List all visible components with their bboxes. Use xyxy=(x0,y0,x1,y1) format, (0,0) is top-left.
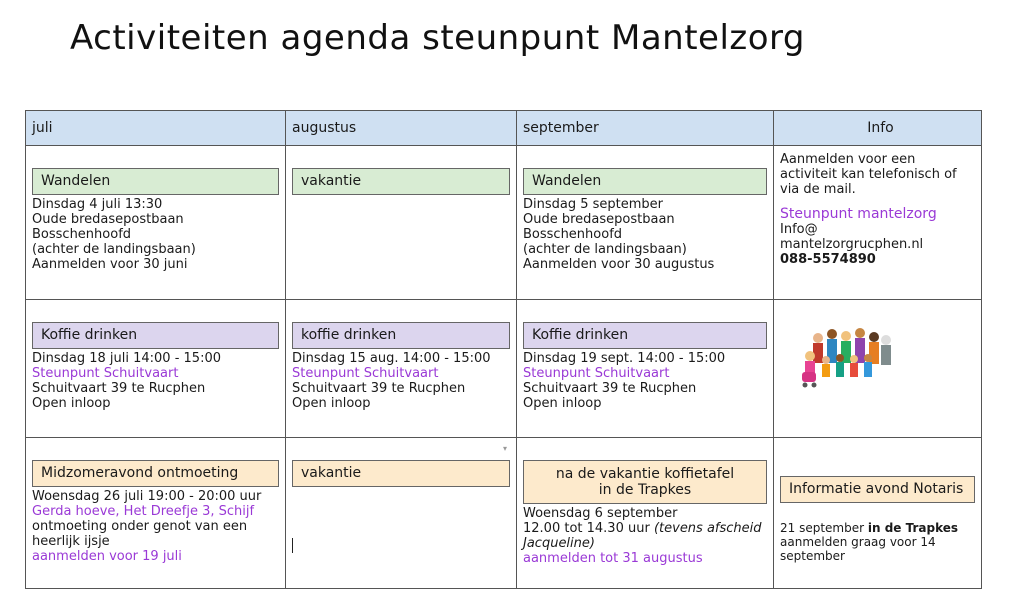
address-line: Schuitvaart 39 te Rucphen xyxy=(292,381,466,396)
activity-box-line: na de vakantie koffietafel xyxy=(555,466,735,482)
date-line: Dinsdag 18 juli 14:00 - 15:00 xyxy=(32,351,222,366)
activity-box: Wandelen xyxy=(523,168,767,195)
cell-info-illustration xyxy=(774,300,982,438)
header-augustus: augustus xyxy=(286,111,517,146)
activity-box: Koffie drinken xyxy=(523,322,767,349)
cell-juli-koffie[interactable] xyxy=(26,300,286,438)
activity-box: Wandelen xyxy=(32,168,279,195)
location-line: Steunpunt Schuitvaart xyxy=(523,366,670,381)
activity-box xyxy=(523,460,767,504)
signup-line: aanmelden voor 19 juli xyxy=(32,549,182,564)
activity-box: Informatie avond Notaris xyxy=(780,476,975,503)
activity-box: vakantie xyxy=(292,460,510,487)
header-september: september xyxy=(517,111,774,146)
activity-box: vakantie xyxy=(292,168,510,195)
cell-info-contact[interactable] xyxy=(774,146,982,300)
info-phone: 088-5574890 xyxy=(780,252,876,267)
text-line: (achter de landingsbaan) xyxy=(523,242,687,257)
text-line: Oude bredasepostbaan xyxy=(523,212,675,227)
location-line: Steunpunt Schuitvaart xyxy=(292,366,439,381)
signup-line: aanmelden tot 31 augustus xyxy=(523,551,703,566)
signup-line: aanmelden graag voor 14 september xyxy=(780,535,936,563)
activity-box-line: in de Trapkes xyxy=(598,482,692,498)
text-line: (achter de landingsbaan) xyxy=(32,242,196,257)
event-date: 21 september xyxy=(780,521,868,535)
text-line: Aanmelden voor 30 augustus xyxy=(523,257,715,272)
location-line: Steunpunt Schuitvaart xyxy=(32,366,179,381)
cell-september-koffie[interactable] xyxy=(517,300,774,438)
event-location: in de Trapkes xyxy=(867,521,959,535)
text-line: Oude bredasepostbaan xyxy=(32,212,184,227)
activity-box: Koffie drinken xyxy=(32,322,279,349)
note-line: Open inloop xyxy=(292,396,371,411)
cell-augustus-vakantie-2[interactable] xyxy=(286,438,517,589)
dropdown-marker-icon[interactable]: ▾ xyxy=(503,444,508,453)
people-group-illustration xyxy=(774,300,982,433)
address-line: Schuitvaart 39 te Rucphen xyxy=(523,381,697,396)
info-org: Steunpunt mantelzorg xyxy=(780,206,937,222)
text-line: Aanmelden voor 30 juni xyxy=(32,257,188,272)
date-line: Woensdag 6 september xyxy=(523,506,678,521)
date-line: Dinsdag 15 aug. 14:00 - 15:00 xyxy=(292,351,491,366)
text-line: Bosschenhoofd xyxy=(32,227,132,242)
activity-box: Midzomeravond ontmoeting xyxy=(32,460,279,487)
time-line: 12.00 tot 14.30 uur xyxy=(523,521,650,536)
activity-box: koffie drinken xyxy=(292,322,510,349)
date-line: Dinsdag 19 sept. 14:00 - 15:00 xyxy=(523,351,726,366)
description-line: ontmoeting onder genot van een heerlijk ijsje xyxy=(32,519,248,549)
text-line: Dinsdag 5 september xyxy=(523,197,664,212)
note-line: Open inloop xyxy=(523,396,602,411)
cell-info-notaris[interactable] xyxy=(774,438,982,589)
info-email-domain[interactable]: mantelzorgrucphen.nl xyxy=(780,237,924,252)
agenda-table xyxy=(25,110,982,589)
header-row xyxy=(26,111,982,146)
table-row xyxy=(26,438,982,589)
header-info: Info xyxy=(774,111,982,146)
cell-september-wandelen[interactable] xyxy=(517,146,774,300)
extra-line: (tevens afscheid Jacqueline) xyxy=(523,521,762,551)
page-title: Activiteiten agenda steunpunt Mantelzorg xyxy=(70,18,806,58)
header-juli: juli xyxy=(26,111,286,146)
location-line: Gerda hoeve, Het Dreefje 3, Schijf xyxy=(32,504,255,519)
note-line: Open inloop xyxy=(32,396,111,411)
table-row xyxy=(26,146,982,300)
info-email[interactable]: Info@ xyxy=(780,222,818,237)
info-intro: Aanmelden voor een activiteit kan telefonisch of via de mail. xyxy=(780,152,957,197)
table-row xyxy=(26,300,982,438)
cell-augustus-koffie[interactable] xyxy=(286,300,517,438)
cell-september-koffietafel[interactable] xyxy=(517,438,774,589)
cell-augustus-vakantie[interactable] xyxy=(286,146,517,300)
cell-juli-midzomer[interactable] xyxy=(26,438,286,589)
text-line: Bosschenhoofd xyxy=(523,227,623,242)
cell-juli-wandelen[interactable] xyxy=(26,146,286,300)
address-line: Schuitvaart 39 te Rucphen xyxy=(32,381,206,396)
date-line: Woensdag 26 juli 19:00 - 20:00 uur xyxy=(32,489,262,504)
text-cursor xyxy=(292,538,293,553)
text-line: Dinsdag 4 juli 13:30 xyxy=(32,197,163,212)
